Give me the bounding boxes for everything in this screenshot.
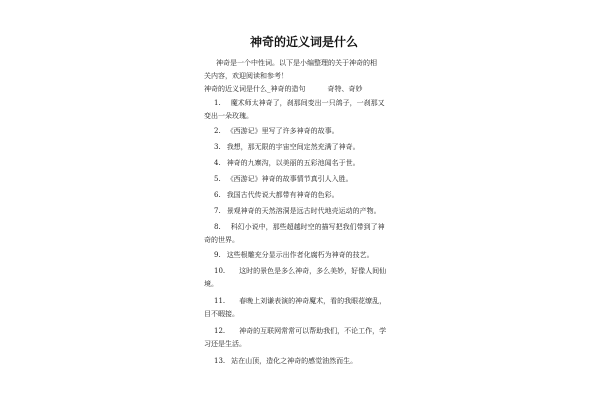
sentence-12-line-2: 习还是生活。 <box>204 340 246 348</box>
sentence-5 <box>214 174 353 184</box>
subheading <box>204 84 363 94</box>
sentence-13 <box>214 356 357 366</box>
sentence-text: 这时的景色是多么神奇，多么美妙，好像人间仙 <box>239 267 387 275</box>
sentence-number: 3. <box>214 143 221 151</box>
sentence-4 <box>214 158 360 168</box>
sentence-text: 春晚上刘谦表演的神奇魔术，看的我眼花缭乱， <box>239 297 387 305</box>
sentence-1-line-2: 变出一朵玫瑰。 <box>204 112 253 120</box>
sentence-2 <box>214 126 339 136</box>
sentence-text: 我国古代传说大都带有神奇的色彩。 <box>226 191 339 199</box>
sentence-text: 景观神奇的天然溶洞是远古时代地壳运动的产物。 <box>226 207 381 215</box>
sentence-12-line-1 <box>214 326 386 336</box>
sentence-9 <box>214 250 374 260</box>
sentence-7 <box>214 206 381 216</box>
sentence-number: 13. <box>214 357 226 365</box>
sentence-text: 《西游记》里写了许多神奇的故事。 <box>226 127 339 135</box>
sentence-number: 6. <box>214 191 221 199</box>
sentence-text: 魔术师太神奇了，刹那间变出一只鸽子，一刹那又 <box>230 99 385 107</box>
sentence-number: 8. <box>214 223 221 231</box>
sentence-text: 这些根雕充分显示出作者化腐朽为神奇的技艺。 <box>226 251 374 259</box>
subheading-left: 神奇的近义词是什么_神奇的造句 <box>204 85 306 93</box>
sentence-number: 12. <box>214 327 226 335</box>
sentence-number: 5. <box>214 175 221 183</box>
sentence-1-line-1 <box>214 98 385 108</box>
sentence-text: 科幻小说中，那些超越时空的描写把我们带到了神 <box>230 223 385 231</box>
document-page <box>204 0 404 400</box>
subheading-right: 奇特、奇妙 <box>327 85 363 93</box>
intro-line-2: 关内容，欢迎阅读和参考！ <box>204 72 288 80</box>
sentence-6 <box>214 190 339 200</box>
sentence-number: 9. <box>214 251 221 259</box>
sentence-number: 2. <box>214 127 221 135</box>
sentence-10-line-2: 境。 <box>204 280 218 288</box>
sentence-number: 4. <box>214 159 221 167</box>
sentence-text: 神奇的九寨沟，以美丽的五彩池闻名于世。 <box>226 159 360 167</box>
sentence-text: 站在山顶，造化之神奇的感觉油然而生。 <box>231 357 358 365</box>
sentence-text: 神奇的互联网常常可以帮助我们，不论工作，学 <box>239 327 387 335</box>
intro-line-1: 神奇是一个中性词。以下是小编整理的关于神奇的相 <box>216 59 377 67</box>
sentence-text: 我想，那无限的宇宙空间定然充满了神奇。 <box>226 143 360 151</box>
sentence-number: 10. <box>214 267 226 275</box>
sentence-3 <box>214 142 360 152</box>
sentence-8-line-2: 奇的世界。 <box>204 236 239 244</box>
sentence-text: 《西游记》神奇的故事情节真引人入胜。 <box>226 175 353 183</box>
sentence-number: 11. <box>214 297 226 305</box>
sentence-11-line-2: 目不暇接。 <box>204 310 239 318</box>
sentence-8-line-1 <box>214 222 385 232</box>
sentence-10-line-1 <box>214 266 386 276</box>
document-title: 神奇的近义词是什么 <box>249 35 358 49</box>
sentence-11-line-1 <box>214 296 386 306</box>
sentence-number: 7. <box>214 207 221 215</box>
sentence-number: 1. <box>214 99 221 107</box>
